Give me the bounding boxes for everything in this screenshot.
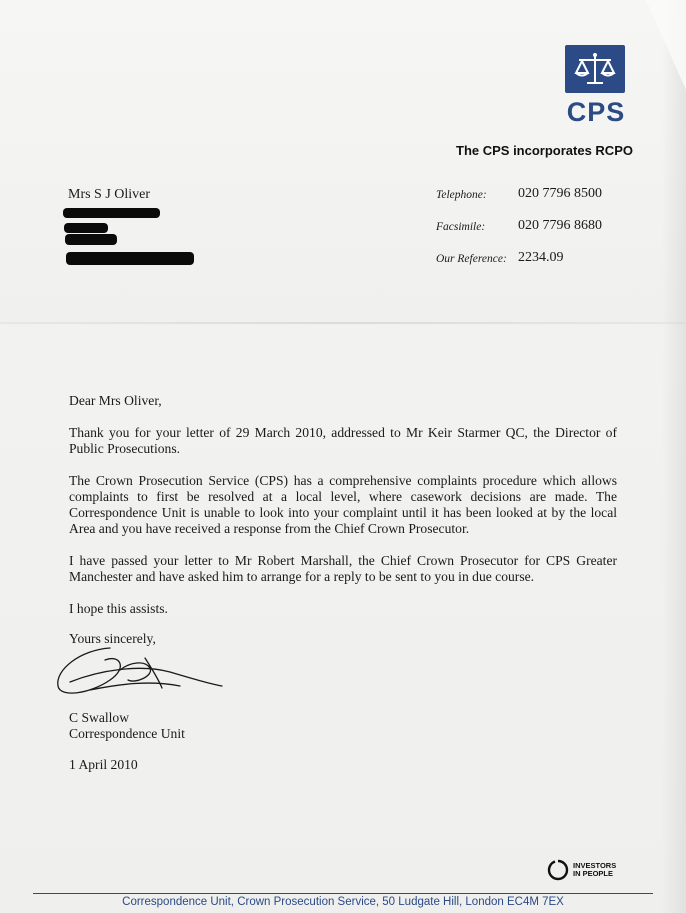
- facsimile-value: 020 7796 8680: [518, 218, 602, 233]
- telephone-value: 020 7796 8500: [518, 186, 602, 201]
- paragraph: I have passed your letter to Mr Robert Marshall, the Chief Crown Prosecutor for CPS Greater Manchester and have asked him to arrange for a reply to be sent to you in due course.: [69, 553, 617, 584]
- redaction-bar: [65, 234, 117, 245]
- investors-line: IN PEOPLE: [573, 869, 614, 878]
- paper-edge-shadow: [662, 0, 686, 913]
- investors-in-people-icon: [547, 859, 569, 881]
- contact-label: Facsimile:: [436, 221, 486, 233]
- paragraph: Thank you for your letter of 29 March 2010, addressed to Mr Keir Starmer QC, the Director of Public Prosecutions.: [69, 425, 617, 456]
- letter-date: 1 April 2010: [69, 757, 138, 772]
- redaction-bar: [63, 208, 160, 218]
- scales-of-justice-icon: [565, 45, 625, 93]
- investors-in-people-text: [573, 862, 616, 878]
- contact-block: [436, 186, 602, 282]
- letterhead-tagline: The CPS incorporates RCPO: [456, 143, 633, 158]
- cps-logo: [565, 45, 627, 128]
- paragraph: The Crown Prosecution Service (CPS) has a comprehensive complaints procedure which allows complaints to first be resolved at a local level, where casework decisions are made. The Correspondence Unit is unable to look into your complaint until it has been looked at by the local Area and you have received a response from the Chief Crown Prosecutor.: [69, 473, 617, 536]
- salutation: Dear Mrs Oliver,: [69, 393, 162, 408]
- signer-name: C Swallow: [69, 710, 130, 725]
- redaction-bar: [64, 223, 108, 233]
- footer-rule: [33, 893, 653, 894]
- addressee-name: Mrs S J Oliver: [68, 187, 151, 202]
- signer-block: [69, 710, 185, 742]
- logo-wordmark: CPS: [566, 97, 626, 127]
- paper-fold: [0, 322, 686, 324]
- contact-row: [436, 250, 602, 282]
- contact-row: [436, 218, 602, 250]
- paper-corner: [646, 0, 686, 90]
- signer-unit: Correspondence Unit: [69, 726, 185, 741]
- footer-address: Correspondence Unit, Crown Prosecution Service, 50 Ludgate Hill, London EC4M 7EX: [122, 896, 564, 908]
- redaction-bar: [66, 252, 194, 265]
- letter-body: [69, 393, 617, 633]
- contact-label: Telephone:: [436, 189, 487, 201]
- reference-value: 2234.09: [518, 250, 564, 265]
- contact-label: Our Reference:: [436, 253, 507, 265]
- investors-in-people-logo: [547, 859, 616, 881]
- investors-line: INVESTORS: [573, 861, 617, 870]
- paragraph: I hope this assists.: [69, 601, 168, 616]
- handwritten-signature: [50, 640, 230, 707]
- contact-row: [436, 186, 602, 218]
- closing: Yours sincerely,: [69, 631, 156, 646]
